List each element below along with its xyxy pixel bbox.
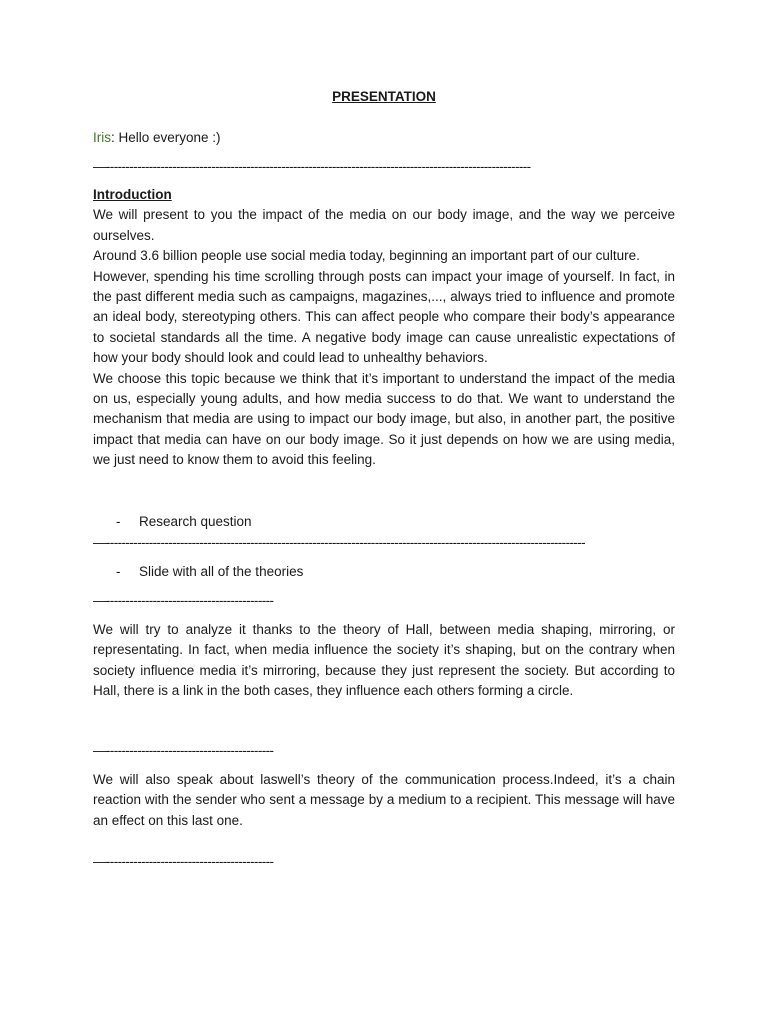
intro-paragraph: We choose this topic because we think that it’s important to understand the impact of the media on us, especially young adults, and how media success to do that. We want to understand the mechanism that media are using to impact our body image, but also, in another part, the positive impact that media can have on our body image. So it just depends on how we are using media, we just need to know them to avoid this feeling. (93, 370, 675, 468)
separator-line: —------------------------------------------- (93, 743, 274, 758)
greeting-text: : Hello everyone :) (111, 130, 221, 145)
introduction-heading: Introduction (93, 187, 172, 202)
separator-line: —------------------------------------------- (93, 854, 274, 869)
hall-theory-paragraph: We will try to analyze it thanks to the theory of Hall, between media shaping, mirroring, or representating. In fact, when media influence the society it’s shaping, but on the contrary when society influence media it’s mirroring, because they just represent the society. But according to Hall, there is a link in the both cases, they influence each others forming a circle. (93, 622, 675, 699)
separator-line: —------------------------------------------------------------------------------------------------------------- (93, 159, 531, 174)
intro-paragraph: Around 3.6 billion people use social media today, beginning an important part of our culture. (93, 248, 640, 264)
intro-paragraph: However, spending his time scrolling through posts can impact your image of yourself. In fact, in the past different media such as campaigns, magazines,..., always tried to influence and promote an ideal body, stereotyping others. This can affect people who compare their body’s appearance to societal standards all the time. A negative body image can cause unrealistic expectations of how your body should look and could lead to unhealthy behaviors. (93, 268, 675, 366)
bullet-dash: - (116, 514, 121, 529)
speaker-name: Iris (93, 130, 111, 145)
bullet-text: Slide with all of the theories (139, 564, 304, 579)
laswell-theory-paragraph: We will also speak about laswell’s theory of the communication process.Indeed, it’s a chain reaction with the sender who sent a message by a medium to a recipient. This message will have an effect on this last one. (93, 772, 675, 828)
separator-line: —------------------------------------------- (93, 593, 274, 608)
separator-line: —--------------------------------------------------------------------------------------------------------------------------- (93, 535, 586, 550)
intro-paragraph: We will present to you the impact of the media on our body image, and the way we perceive ourselves. (93, 207, 675, 243)
greeting-line (93, 128, 675, 148)
bullet-research-question (116, 513, 252, 531)
document-title: PRESENTATION (332, 89, 436, 104)
bullet-theories-slide (116, 563, 303, 581)
introduction-section (93, 185, 675, 471)
bullet-dash: - (116, 564, 121, 579)
bullet-text: Research question (139, 514, 252, 529)
